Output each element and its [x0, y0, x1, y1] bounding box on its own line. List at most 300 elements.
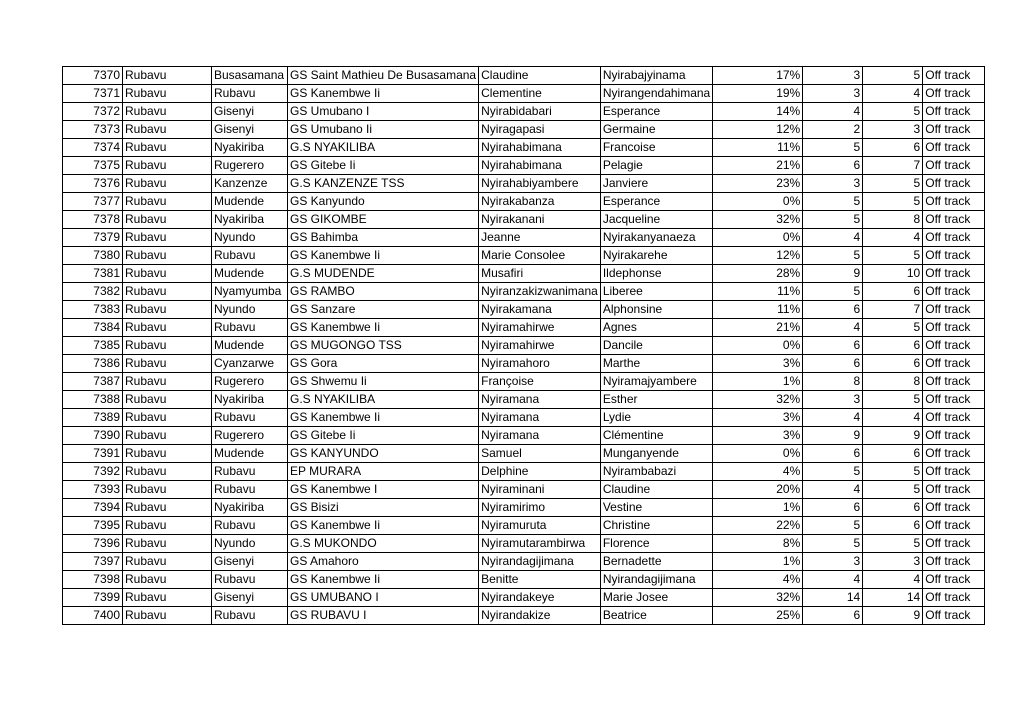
status-cell: Off track	[923, 571, 985, 589]
row-number-cell: 7374	[63, 139, 123, 157]
sector-cell: Cyanzarwe	[212, 355, 288, 373]
status-cell: Off track	[923, 337, 985, 355]
row-number-cell: 7381	[63, 265, 123, 283]
count-b-cell: 9	[863, 607, 923, 625]
sector-cell: Rubavu	[212, 571, 288, 589]
district-cell: Rubavu	[123, 355, 212, 373]
count-a-cell: 14	[803, 589, 863, 607]
status-cell: Off track	[923, 373, 985, 391]
district-cell: Rubavu	[123, 391, 212, 409]
last-name-cell: Christine	[600, 517, 712, 535]
count-b-cell: 7	[863, 157, 923, 175]
school-cell: GS Kanembwe Ii	[288, 571, 479, 589]
count-a-cell: 5	[803, 211, 863, 229]
school-cell: GS UMUBANO I	[288, 589, 479, 607]
district-cell: Rubavu	[123, 319, 212, 337]
sector-cell: Kanzenze	[212, 175, 288, 193]
status-cell: Off track	[923, 589, 985, 607]
row-number-cell: 7392	[63, 463, 123, 481]
first-name-cell: Nyirakanani	[479, 211, 601, 229]
school-cell: GS Amahoro	[288, 553, 479, 571]
table-row	[63, 319, 985, 337]
sector-cell: Nyundo	[212, 301, 288, 319]
count-b-cell: 4	[863, 229, 923, 247]
school-cell: GS Kanembwe Ii	[288, 409, 479, 427]
first-name-cell: Nyirakamana	[479, 301, 601, 319]
count-b-cell: 5	[863, 535, 923, 553]
last-name-cell: Esther	[600, 391, 712, 409]
first-name-cell: Jeanne	[479, 229, 601, 247]
count-a-cell: 6	[803, 157, 863, 175]
district-cell: Rubavu	[123, 427, 212, 445]
district-cell: Rubavu	[123, 553, 212, 571]
count-a-cell: 4	[803, 571, 863, 589]
first-name-cell: Marie Consolee	[479, 247, 601, 265]
last-name-cell: Florence	[600, 535, 712, 553]
row-number-cell: 7370	[63, 67, 123, 85]
count-b-cell: 9	[863, 427, 923, 445]
sector-cell: Nyundo	[212, 535, 288, 553]
count-a-cell: 6	[803, 337, 863, 355]
sector-cell: Rubavu	[212, 607, 288, 625]
table-row	[63, 229, 985, 247]
table-row	[63, 139, 985, 157]
count-b-cell: 5	[863, 67, 923, 85]
percent-cell: 1%	[713, 373, 803, 391]
district-cell: Rubavu	[123, 607, 212, 625]
row-number-cell: 7376	[63, 175, 123, 193]
sector-cell: Mudende	[212, 445, 288, 463]
row-number-cell: 7372	[63, 103, 123, 121]
status-cell: Off track	[923, 85, 985, 103]
count-a-cell: 6	[803, 445, 863, 463]
first-name-cell: Delphine	[479, 463, 601, 481]
school-cell: GS Kanembwe Ii	[288, 319, 479, 337]
table-row	[63, 67, 985, 85]
count-b-cell: 4	[863, 85, 923, 103]
table-row	[63, 607, 985, 625]
first-name-cell: Nyiramana	[479, 427, 601, 445]
sector-cell: Mudende	[212, 265, 288, 283]
district-cell: Rubavu	[123, 481, 212, 499]
school-cell: GS Kanembwe Ii	[288, 85, 479, 103]
sector-cell: Rubavu	[212, 409, 288, 427]
status-cell: Off track	[923, 193, 985, 211]
row-number-cell: 7383	[63, 301, 123, 319]
table-row	[63, 571, 985, 589]
count-a-cell: 5	[803, 517, 863, 535]
row-number-cell: 7390	[63, 427, 123, 445]
status-cell: Off track	[923, 139, 985, 157]
last-name-cell: Francoise	[600, 139, 712, 157]
status-cell: Off track	[923, 535, 985, 553]
last-name-cell: Munganyende	[600, 445, 712, 463]
last-name-cell: Beatrice	[600, 607, 712, 625]
percent-cell: 23%	[713, 175, 803, 193]
district-cell: Rubavu	[123, 85, 212, 103]
school-cell: G.S NYAKILIBA	[288, 391, 479, 409]
percent-cell: 32%	[713, 589, 803, 607]
last-name-cell: Esperance	[600, 193, 712, 211]
last-name-cell: Vestine	[600, 499, 712, 517]
sector-cell: Gisenyi	[212, 553, 288, 571]
status-cell: Off track	[923, 319, 985, 337]
percent-cell: 8%	[713, 535, 803, 553]
sector-cell: Nyundo	[212, 229, 288, 247]
table-row	[63, 265, 985, 283]
district-cell: Rubavu	[123, 103, 212, 121]
count-a-cell: 3	[803, 391, 863, 409]
school-cell: GS Sanzare	[288, 301, 479, 319]
district-cell: Rubavu	[123, 409, 212, 427]
percent-cell: 17%	[713, 67, 803, 85]
count-a-cell: 9	[803, 427, 863, 445]
district-cell: Rubavu	[123, 157, 212, 175]
status-cell: Off track	[923, 427, 985, 445]
count-a-cell: 9	[803, 265, 863, 283]
district-cell: Rubavu	[123, 571, 212, 589]
school-cell: GS RAMBO	[288, 283, 479, 301]
sector-cell: Nyakiriba	[212, 211, 288, 229]
last-name-cell: Jacqueline	[600, 211, 712, 229]
table-row	[63, 391, 985, 409]
status-cell: Off track	[923, 175, 985, 193]
table-row	[63, 589, 985, 607]
percent-cell: 4%	[713, 571, 803, 589]
count-b-cell: 6	[863, 517, 923, 535]
percent-cell: 28%	[713, 265, 803, 283]
count-b-cell: 8	[863, 373, 923, 391]
count-a-cell: 3	[803, 85, 863, 103]
last-name-cell: Nyirakarehe	[600, 247, 712, 265]
district-cell: Rubavu	[123, 139, 212, 157]
percent-cell: 1%	[713, 499, 803, 517]
status-cell: Off track	[923, 409, 985, 427]
first-name-cell: Nyiramahirwe	[479, 337, 601, 355]
status-cell: Off track	[923, 67, 985, 85]
school-cell: GS Bahimba	[288, 229, 479, 247]
table-row	[63, 427, 985, 445]
sector-cell: Rubavu	[212, 85, 288, 103]
status-cell: Off track	[923, 283, 985, 301]
last-name-cell: Agnes	[600, 319, 712, 337]
percent-cell: 32%	[713, 391, 803, 409]
district-cell: Rubavu	[123, 121, 212, 139]
last-name-cell: Ildephonse	[600, 265, 712, 283]
district-cell: Rubavu	[123, 283, 212, 301]
row-number-cell: 7377	[63, 193, 123, 211]
table-row	[63, 337, 985, 355]
first-name-cell: Nyirandakize	[479, 607, 601, 625]
percent-cell: 11%	[713, 139, 803, 157]
percent-cell: 11%	[713, 283, 803, 301]
count-b-cell: 6	[863, 283, 923, 301]
first-name-cell: Nyiragapasi	[479, 121, 601, 139]
table-row	[63, 283, 985, 301]
count-b-cell: 5	[863, 319, 923, 337]
table-row	[63, 535, 985, 553]
last-name-cell: Pelagie	[600, 157, 712, 175]
table-row	[63, 373, 985, 391]
first-name-cell: Claudine	[479, 67, 601, 85]
row-number-cell: 7385	[63, 337, 123, 355]
sector-cell: Rubavu	[212, 463, 288, 481]
first-name-cell: Nyirandakeye	[479, 589, 601, 607]
sector-cell: Rubavu	[212, 481, 288, 499]
row-number-cell: 7382	[63, 283, 123, 301]
last-name-cell: Nyirandagijimana	[600, 571, 712, 589]
row-number-cell: 7398	[63, 571, 123, 589]
first-name-cell: Nyiramahoro	[479, 355, 601, 373]
row-number-cell: 7380	[63, 247, 123, 265]
count-b-cell: 6	[863, 499, 923, 517]
row-number-cell: 7397	[63, 553, 123, 571]
status-cell: Off track	[923, 229, 985, 247]
count-a-cell: 3	[803, 553, 863, 571]
status-cell: Off track	[923, 391, 985, 409]
table-row	[63, 193, 985, 211]
status-cell: Off track	[923, 211, 985, 229]
row-number-cell: 7396	[63, 535, 123, 553]
count-b-cell: 10	[863, 265, 923, 283]
count-a-cell: 6	[803, 355, 863, 373]
table-row	[63, 445, 985, 463]
status-cell: Off track	[923, 517, 985, 535]
first-name-cell: Nyiramirimo	[479, 499, 601, 517]
table-row	[63, 499, 985, 517]
last-name-cell: Nyirabajyinama	[600, 67, 712, 85]
percent-cell: 19%	[713, 85, 803, 103]
count-b-cell: 7	[863, 301, 923, 319]
status-cell: Off track	[923, 157, 985, 175]
count-a-cell: 5	[803, 139, 863, 157]
district-cell: Rubavu	[123, 265, 212, 283]
row-number-cell: 7373	[63, 121, 123, 139]
table-row	[63, 103, 985, 121]
first-name-cell: Nyirakabanza	[479, 193, 601, 211]
count-a-cell: 6	[803, 607, 863, 625]
status-cell: Off track	[923, 265, 985, 283]
first-name-cell: Nyirabidabari	[479, 103, 601, 121]
count-a-cell: 3	[803, 175, 863, 193]
count-b-cell: 4	[863, 409, 923, 427]
first-name-cell: Benitte	[479, 571, 601, 589]
count-b-cell: 5	[863, 481, 923, 499]
count-b-cell: 5	[863, 175, 923, 193]
district-cell: Rubavu	[123, 463, 212, 481]
first-name-cell: Clementine	[479, 85, 601, 103]
district-cell: Rubavu	[123, 175, 212, 193]
count-b-cell: 6	[863, 337, 923, 355]
last-name-cell: Liberee	[600, 283, 712, 301]
district-cell: Rubavu	[123, 247, 212, 265]
first-name-cell: Nyiramutarambirwa	[479, 535, 601, 553]
first-name-cell: Nyiramahirwe	[479, 319, 601, 337]
status-cell: Off track	[923, 355, 985, 373]
district-cell: Rubavu	[123, 67, 212, 85]
percent-cell: 25%	[713, 607, 803, 625]
row-number-cell: 7393	[63, 481, 123, 499]
table-row	[63, 409, 985, 427]
count-b-cell: 5	[863, 193, 923, 211]
district-cell: Rubavu	[123, 373, 212, 391]
last-name-cell: Janviere	[600, 175, 712, 193]
count-a-cell: 4	[803, 409, 863, 427]
table-row	[63, 553, 985, 571]
school-cell: GS KANYUNDO	[288, 445, 479, 463]
table-row	[63, 247, 985, 265]
percent-cell: 14%	[713, 103, 803, 121]
row-number-cell: 7395	[63, 517, 123, 535]
school-cell: GS GIKOMBE	[288, 211, 479, 229]
count-a-cell: 5	[803, 535, 863, 553]
school-cell: GS Kanembwe I	[288, 481, 479, 499]
count-b-cell: 8	[863, 211, 923, 229]
school-cell: GS Kanembwe Ii	[288, 517, 479, 535]
table-row	[63, 85, 985, 103]
sector-cell: Mudende	[212, 193, 288, 211]
sector-cell: Gisenyi	[212, 589, 288, 607]
table-body	[63, 67, 985, 625]
sector-cell: Rubavu	[212, 517, 288, 535]
district-cell: Rubavu	[123, 337, 212, 355]
count-a-cell: 8	[803, 373, 863, 391]
status-cell: Off track	[923, 607, 985, 625]
row-number-cell: 7391	[63, 445, 123, 463]
sector-cell: Nyakiriba	[212, 499, 288, 517]
percent-cell: 21%	[713, 157, 803, 175]
status-cell: Off track	[923, 481, 985, 499]
count-b-cell: 14	[863, 589, 923, 607]
sector-cell: Nyakiriba	[212, 139, 288, 157]
count-a-cell: 4	[803, 103, 863, 121]
count-a-cell: 3	[803, 67, 863, 85]
row-number-cell: 7388	[63, 391, 123, 409]
percent-cell: 12%	[713, 247, 803, 265]
percent-cell: 0%	[713, 229, 803, 247]
last-name-cell: Nyirakanyanaeza	[600, 229, 712, 247]
status-cell: Off track	[923, 103, 985, 121]
percent-cell: 11%	[713, 301, 803, 319]
percent-cell: 0%	[713, 445, 803, 463]
school-cell: GS Bisizi	[288, 499, 479, 517]
row-number-cell: 7378	[63, 211, 123, 229]
percent-cell: 3%	[713, 355, 803, 373]
last-name-cell: Nyiramajyambere	[600, 373, 712, 391]
school-cell: GS Gitebe Ii	[288, 427, 479, 445]
row-number-cell: 7400	[63, 607, 123, 625]
percent-cell: 0%	[713, 193, 803, 211]
first-name-cell: Nyiraminani	[479, 481, 601, 499]
district-cell: Rubavu	[123, 517, 212, 535]
table-row	[63, 517, 985, 535]
last-name-cell: Dancile	[600, 337, 712, 355]
sector-cell: Rugerero	[212, 373, 288, 391]
last-name-cell: Marthe	[600, 355, 712, 373]
first-name-cell: Nyiramana	[479, 391, 601, 409]
count-b-cell: 5	[863, 247, 923, 265]
count-a-cell: 5	[803, 247, 863, 265]
count-b-cell: 5	[863, 103, 923, 121]
percent-cell: 21%	[713, 319, 803, 337]
school-cell: GS Gora	[288, 355, 479, 373]
school-cell: GS Umubano I	[288, 103, 479, 121]
school-cell: G.S NYAKILIBA	[288, 139, 479, 157]
school-cell: EP MURARA	[288, 463, 479, 481]
last-name-cell: Bernadette	[600, 553, 712, 571]
row-number-cell: 7389	[63, 409, 123, 427]
first-name-cell: Nyiramuruta	[479, 517, 601, 535]
percent-cell: 12%	[713, 121, 803, 139]
first-name-cell: Nyirahabimana	[479, 157, 601, 175]
count-a-cell: 4	[803, 319, 863, 337]
sector-cell: Nyamyumba	[212, 283, 288, 301]
sector-cell: Nyakiriba	[212, 391, 288, 409]
table-row	[63, 355, 985, 373]
first-name-cell: Nyiranzakizwanimana	[479, 283, 601, 301]
last-name-cell: Nyirangendahimana	[600, 85, 712, 103]
status-cell: Off track	[923, 445, 985, 463]
status-cell: Off track	[923, 499, 985, 517]
count-b-cell: 6	[863, 139, 923, 157]
sector-cell: Rugerero	[212, 157, 288, 175]
first-name-cell: Nyirahabiyambere	[479, 175, 601, 193]
sector-cell: Busasamana	[212, 67, 288, 85]
percent-cell: 20%	[713, 481, 803, 499]
sector-cell: Mudende	[212, 337, 288, 355]
table-row	[63, 481, 985, 499]
district-cell: Rubavu	[123, 535, 212, 553]
status-cell: Off track	[923, 121, 985, 139]
school-cell: GS RUBAVU I	[288, 607, 479, 625]
school-cell: G.S MUKONDO	[288, 535, 479, 553]
count-a-cell: 6	[803, 499, 863, 517]
percent-cell: 1%	[713, 553, 803, 571]
table-row	[63, 301, 985, 319]
row-number-cell: 7394	[63, 499, 123, 517]
status-cell: Off track	[923, 301, 985, 319]
district-cell: Rubavu	[123, 445, 212, 463]
count-b-cell: 5	[863, 391, 923, 409]
last-name-cell: Germaine	[600, 121, 712, 139]
first-name-cell: Nyirahabimana	[479, 139, 601, 157]
sector-cell: Rubavu	[212, 319, 288, 337]
sector-cell: Rubavu	[212, 247, 288, 265]
first-name-cell: Musafiri	[479, 265, 601, 283]
last-name-cell: Clémentine	[600, 427, 712, 445]
last-name-cell: Claudine	[600, 481, 712, 499]
school-cell: GS Kanyundo	[288, 193, 479, 211]
table-row	[63, 463, 985, 481]
row-number-cell: 7375	[63, 157, 123, 175]
row-number-cell: 7379	[63, 229, 123, 247]
school-cell: GS Shwemu Ii	[288, 373, 479, 391]
count-b-cell: 5	[863, 463, 923, 481]
status-cell: Off track	[923, 463, 985, 481]
district-cell: Rubavu	[123, 193, 212, 211]
district-cell: Rubavu	[123, 301, 212, 319]
table-row	[63, 175, 985, 193]
count-a-cell: 5	[803, 193, 863, 211]
count-a-cell: 5	[803, 463, 863, 481]
data-table	[62, 66, 985, 625]
count-b-cell: 3	[863, 121, 923, 139]
school-cell: GS Saint Mathieu De Busasamana	[288, 67, 479, 85]
status-cell: Off track	[923, 247, 985, 265]
first-name-cell: Nyirandagijimana	[479, 553, 601, 571]
school-cell: GS Kanembwe Ii	[288, 247, 479, 265]
percent-cell: 32%	[713, 211, 803, 229]
